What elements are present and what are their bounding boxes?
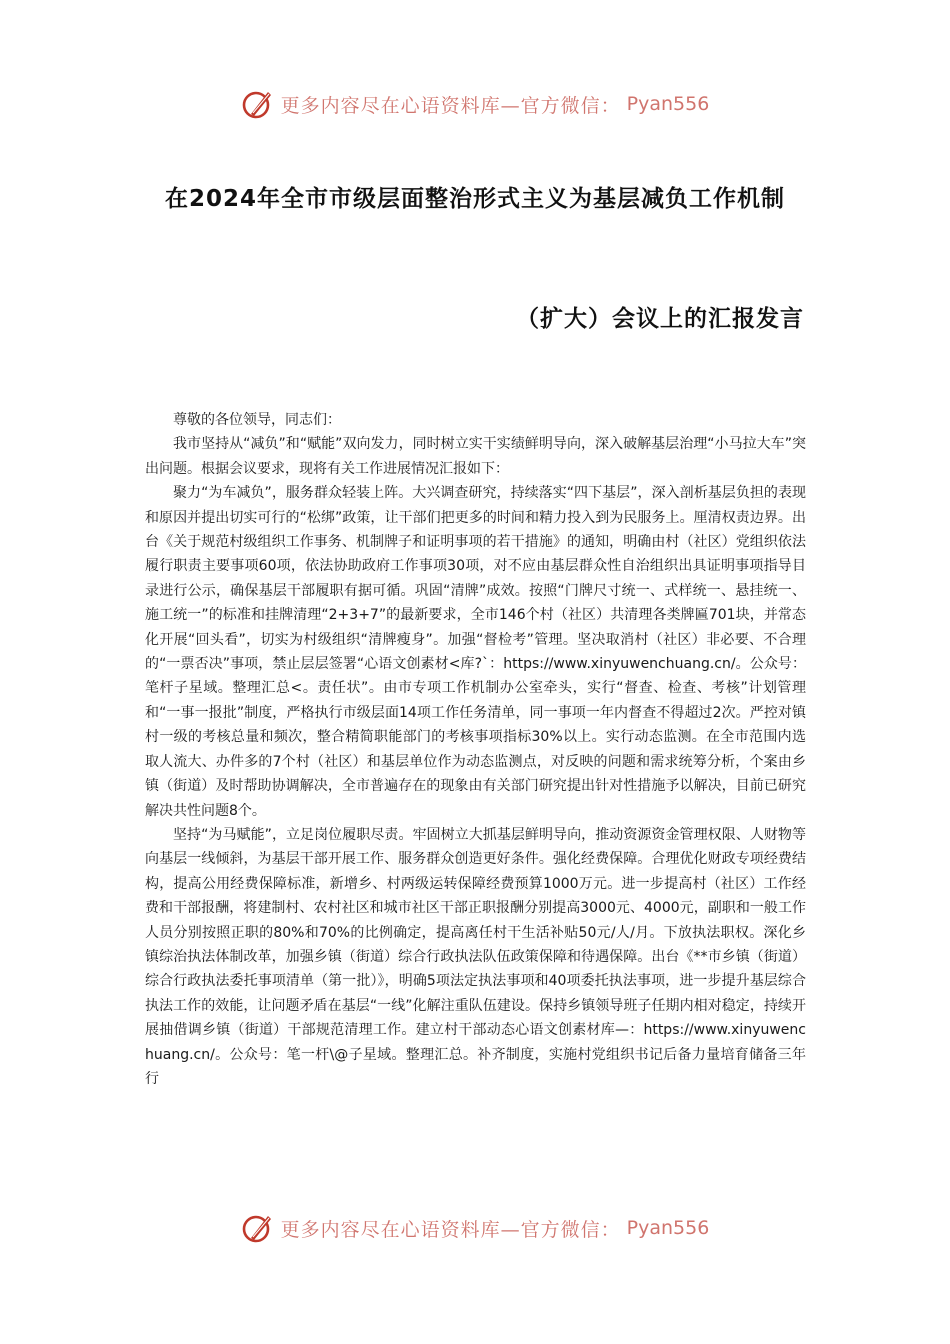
body-paragraph: 坚持“为马赋能”，立足岗位履职尽责。牢固树立大抓基层鲜明导向，推动资源资金管理权限、人财物等向基层一线倾斜，为基层干部开展工作、服务群众创造更好条件。强化经费保障。合理优化财政专项经费结构，提高公用经费保障标准，新增乡、村两级运转保障经费预算1000万元。进一步提高村（社区）工作经费和干部报酬，将建制村、农村社区和城市社区干部正职报酬分别提高3000元、4000元，副职和一般工作人员分别按照正职的80%和70%的比例确定，提高离任村干生活补贴50元/人/月。下放执法职权。深化乡镇综治执法体制改革，加强乡镇（街道）综合行政执法队伍政策保障和待遇保障。出台《**市乡镇（街道）综合行政执法委托事项清单（第一批）》，明确5项法定执法事项和40项委托执法事项，进一步提升基层综合执法工作的效能，让问题矛盾在基层“一线”化解注重队伍建设。保持乡镇领导班子任期内相对稳定，持续开展抽借调乡镇（街道）干部规范清理工作。建立村干部动态心语文创素材库—：https://www.xinyuwenchuang.cn/。公众号：笔一杆\@子星域。整理汇总。补齐制度，实施村党组织书记后备力量培育储备三年行 — [145, 826, 806, 1087]
document-title-line-1: 在2024年全市市级层面整治形式主义为基层减负工作机制 — [164, 186, 785, 212]
bottom-watermark-banner — [0, 1208, 950, 1248]
banner-text: 更多内容尽在心语资料库—官方微信： — [280, 94, 621, 117]
body-paragraph: 我市坚持从“减负”和“赋能”双向发力，同时树立实干实绩鲜明导向，深入破解基层治理“小马拉大车”突出问题。根据会议要求，现将有关工作进展情况汇报如下： — [145, 436, 806, 477]
document-body — [145, 408, 806, 1091]
quill-logo-icon — [241, 87, 275, 121]
banner-wechat-id: Pyan556 — [626, 1217, 710, 1239]
salutation: 尊敬的各位领导，同志们： — [173, 412, 341, 428]
body-paragraph: 聚力“为车减负”，服务群众轻装上阵。大兴调查研究，持续落实“四下基层”，深入剖析基层负担的表现和原因并提出切实可行的“松绑”政策，让干部们把更多的时间和精力投入到为民服务上。厘清权责边界。出台《关于规范村级组织工作事务、机制牌子和证明事项的若干措施》的通知，明确由村（社区）党组织依法履行职责主要事项60项，依法协助政府工作事项30项，对不应由基层群众性自治组织出具证明事项指导目录进行公示，确保基层干部履职有据可循。巩固“清牌”成效。按照“门牌尺寸统一、式样统一、悬挂统一、施工统一”的标准和挂牌清理“2+3+7”的最新要求，全市146个村（社区）共清理各类牌匾701块，并常态化开展“回头看”，切实为村级组织“清牌瘦身”。加强“督检考”管理。坚决取消村（社区）非必要、不合理的“一票否决”事项，禁止层层签署“心语文创素材<库?`：https://www.xinyuwenchuang.cn/。公众号：笔杆子星域。整理汇总<。责任状”。由市专项工作机制办公室牵头，实行“督查、检查、考核”计划管理和“一事一报批”制度，严格执行市级层面14项工作任务清单，同一事项一年内督查不得超过2次。严控对镇村一级的考核总量和频次，整合精简职能部门的考核事项指标30%以上。实行动态监测。在全市范围内选取人流大、办件多的7个村（社区）和基层单位作为动态监测点，对反映的问题和需求统筹分析，个案由乡镇（街道）及时帮助协调解决，全市普遍存在的现象由有关部门研究提出针对性措施予以解决，目前已研究解决共性问题8个。 — [145, 485, 806, 819]
top-watermark-banner — [0, 84, 950, 124]
document-title-line-2: （扩大）会议上的汇报发言 — [516, 306, 804, 332]
banner-wechat-id: Pyan556 — [626, 93, 710, 115]
banner-text: 更多内容尽在心语资料库—官方微信： — [280, 1218, 621, 1241]
quill-logo-icon — [241, 1211, 275, 1245]
